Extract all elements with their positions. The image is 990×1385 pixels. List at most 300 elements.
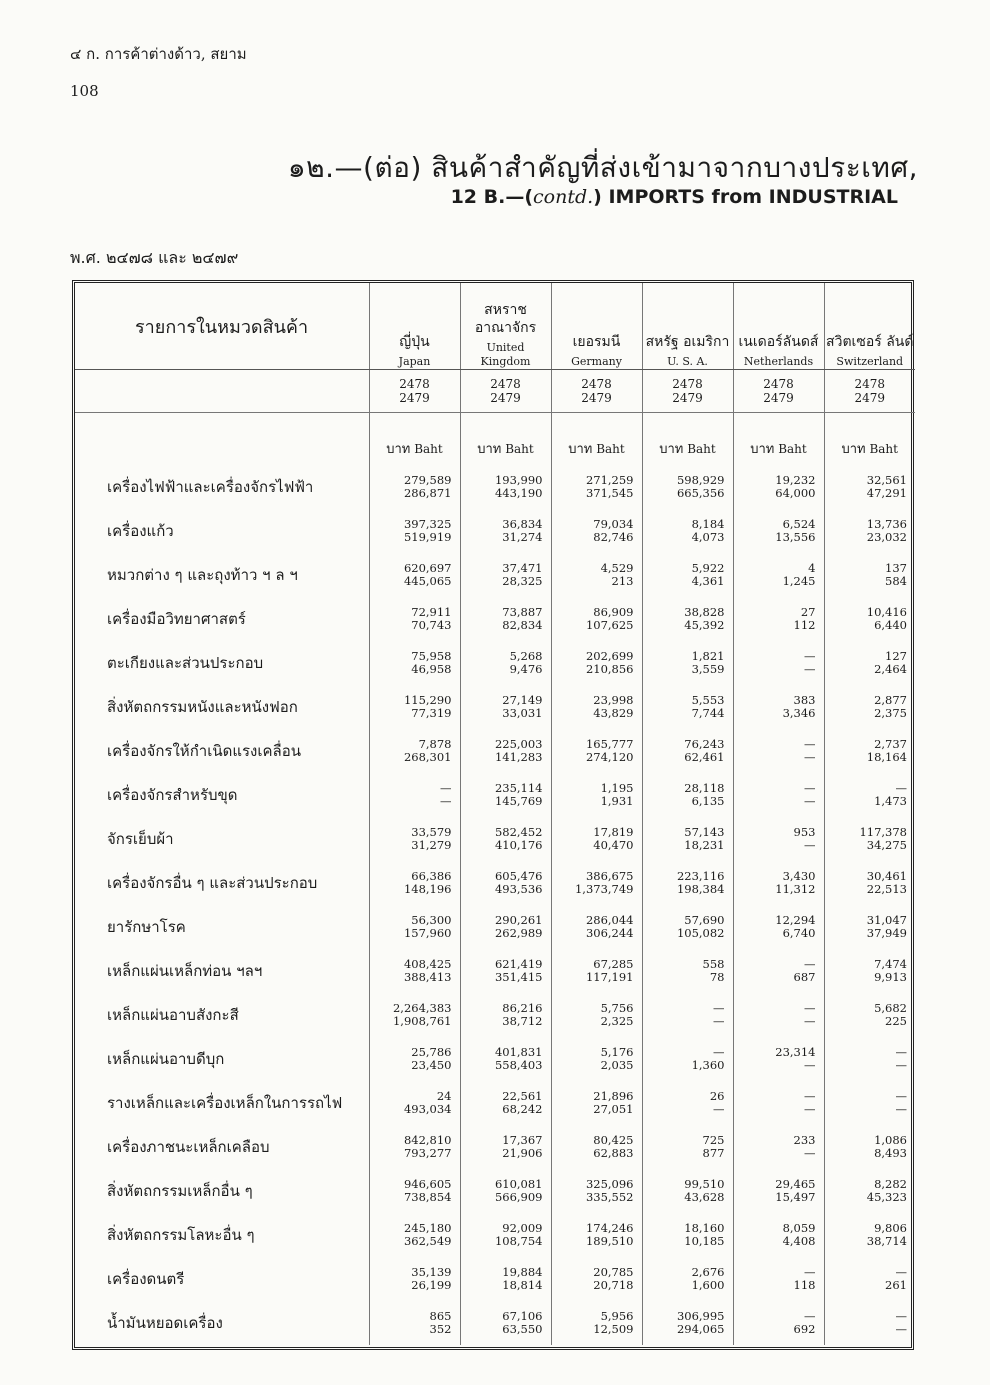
value-2479: 213 <box>611 574 634 588</box>
value-cell <box>369 993 460 1037</box>
value-2478: 202,699 <box>585 649 634 663</box>
value-2479: 7,744 <box>691 706 725 720</box>
country-header-switzerland: สวิตเซอร์ ลันด์ Switzerland <box>824 283 915 370</box>
value-2478: 99,510 <box>684 1177 725 1191</box>
value-cell <box>642 817 733 861</box>
value-2479: 27,051 <box>593 1102 634 1116</box>
header-row <box>75 283 915 370</box>
value-cell <box>824 729 915 773</box>
value-2478: 30,461 <box>866 869 907 883</box>
value-2478: 605,476 <box>494 869 543 883</box>
value-2478: 4 <box>808 561 816 575</box>
value-2478: 290,261 <box>494 913 543 927</box>
value-2479: 443,190 <box>494 486 543 500</box>
value-cell <box>824 1301 915 1345</box>
value-cell <box>733 773 824 817</box>
value-cell <box>369 861 460 905</box>
value-2478: 12,294 <box>775 913 816 927</box>
value-cell <box>460 1037 551 1081</box>
value-2478: 19,884 <box>502 1265 543 1279</box>
value-2479: 793,277 <box>403 1146 452 1160</box>
value-2478: 117,378 <box>859 825 907 839</box>
value-cell <box>824 1169 915 1213</box>
value-cell <box>551 905 642 949</box>
value-2478: 558 <box>702 957 725 971</box>
value-cell <box>551 1125 642 1169</box>
value-2479: 566,909 <box>494 1190 543 1204</box>
value-cell <box>642 1081 733 1125</box>
value-2479: 145,769 <box>494 794 543 808</box>
value-cell <box>642 685 733 729</box>
value-2479: 268,301 <box>403 750 452 764</box>
value-2478: — <box>804 781 816 795</box>
value-2479: 262,989 <box>494 926 543 940</box>
value-2478: 2,877 <box>874 693 907 707</box>
value-cell <box>733 1037 824 1081</box>
year-cell: 2478 2479 <box>824 370 915 413</box>
value-cell <box>642 1213 733 1257</box>
value-2478: — <box>895 781 907 795</box>
title-eng-prefix: 12 B.—( <box>450 186 534 208</box>
table-row <box>75 1213 915 1257</box>
value-cell <box>551 1213 642 1257</box>
value-cell <box>369 949 460 993</box>
value-cell <box>733 905 824 949</box>
item-label: เหล็กแผ่นอาบดีบุก <box>107 1050 225 1068</box>
unit-cell: บาท Baht <box>642 413 733 466</box>
value-2479: 3,559 <box>691 662 725 676</box>
value-2478: — <box>804 1309 816 1323</box>
value-cell <box>824 509 915 553</box>
value-2478: 2,737 <box>874 737 907 751</box>
value-2478: 127 <box>885 649 907 663</box>
value-2479: 362,549 <box>403 1234 452 1248</box>
item-label: หมวกต่าง ๆ และถุงท้าว ฯ ล ฯ <box>107 566 298 584</box>
value-2479: 351,415 <box>494 970 543 984</box>
unit-cell: บาท Baht <box>369 413 460 466</box>
value-2478: 19,232 <box>775 473 816 487</box>
value-cell <box>733 553 824 597</box>
value-2479: 692 <box>793 1322 816 1336</box>
value-cell <box>369 773 460 817</box>
value-cell <box>733 685 824 729</box>
table-row <box>75 465 915 509</box>
value-2478: 2,676 <box>691 1265 725 1279</box>
value-cell <box>642 1301 733 1345</box>
value-2479: 62,883 <box>593 1146 634 1160</box>
value-2479: 665,356 <box>676 486 725 500</box>
item-label: เครื่องจักรอื่น ๆ และส่วนประกอบ <box>107 874 318 892</box>
item-label: สิ่งหัตถกรรมโลหะอื่น ๆ <box>107 1226 255 1244</box>
value-cell <box>733 1169 824 1213</box>
value-2479: 62,461 <box>684 750 725 764</box>
value-cell <box>551 861 642 905</box>
value-2478: — <box>895 1309 907 1323</box>
unit-cell: บาท Baht <box>733 413 824 466</box>
table-row <box>75 773 915 817</box>
value-2479: 47,291 <box>866 486 907 500</box>
value-2478: 26 <box>709 1089 725 1103</box>
value-2479: 261 <box>885 1278 907 1292</box>
value-cell <box>733 597 824 641</box>
units-row <box>75 413 915 466</box>
value-2479: 558,403 <box>494 1058 543 1072</box>
value-2478: 28,118 <box>684 781 725 795</box>
value-2479: 198,384 <box>676 882 725 896</box>
value-2478: 80,425 <box>593 1133 634 1147</box>
table-row <box>75 597 915 641</box>
value-2479: 6,440 <box>874 618 907 632</box>
value-2478: — <box>895 1045 907 1059</box>
value-cell <box>733 949 824 993</box>
unit-cell: บาท Baht <box>551 413 642 466</box>
value-2478: 245,180 <box>403 1221 452 1235</box>
value-2478: 235,114 <box>494 781 543 795</box>
item-label: สิ่งหัตถกรรมหนังและหนังฟอก <box>107 698 298 716</box>
value-cell <box>824 553 915 597</box>
value-2479: 11,312 <box>775 882 816 896</box>
value-cell <box>824 773 915 817</box>
value-2479: — <box>804 750 816 764</box>
value-2478: 27 <box>800 605 816 619</box>
country-header-netherlands: เนเดอร์ลันดส์ Netherlands <box>733 283 824 370</box>
value-2479: 23,450 <box>411 1058 452 1072</box>
value-cell <box>824 905 915 949</box>
value-cell <box>824 1037 915 1081</box>
value-cell <box>733 1081 824 1125</box>
value-2479: 23,032 <box>866 530 907 544</box>
value-2479: 294,065 <box>676 1322 725 1336</box>
value-2478: 1,821 <box>691 649 725 663</box>
value-2479: 34,275 <box>866 838 907 852</box>
value-2479: — <box>804 1014 816 1028</box>
value-2478: 306,995 <box>676 1309 725 1323</box>
value-2479: 118 <box>793 1278 816 1292</box>
year-cell: 2478 2479 <box>460 370 551 413</box>
value-2478: 22,561 <box>502 1089 543 1103</box>
value-cell <box>460 1169 551 1213</box>
value-2479: 22,513 <box>866 882 907 896</box>
value-2478: 57,690 <box>684 913 725 927</box>
value-2479: 112 <box>793 618 816 632</box>
value-2478: — <box>804 649 816 663</box>
value-cell <box>460 949 551 993</box>
value-2479: 15,497 <box>775 1190 816 1204</box>
value-cell <box>369 1213 460 1257</box>
value-2479: 82,746 <box>593 530 634 544</box>
value-2479: 6,135 <box>691 794 725 808</box>
value-2478: — <box>804 1089 816 1103</box>
value-2478: 66,386 <box>411 869 452 883</box>
value-2478: 27,149 <box>502 693 543 707</box>
value-2478: 79,034 <box>593 517 634 531</box>
value-2478: — <box>804 957 816 971</box>
imports-table <box>75 283 915 1345</box>
value-cell <box>369 509 460 553</box>
value-2478: 23,998 <box>593 693 634 707</box>
value-2478: 233 <box>793 1133 816 1147</box>
value-2479: 43,628 <box>684 1190 725 1204</box>
value-cell <box>551 1081 642 1125</box>
title-thai: ๑๒.—(ต่อ) สินค้าสำคัญที่ส่งเข้ามาจากบางประเทศ, <box>287 151 918 184</box>
value-2479: 68,242 <box>502 1102 543 1116</box>
value-2479: 493,536 <box>494 882 543 896</box>
value-cell <box>460 861 551 905</box>
value-2479: 877 <box>702 1146 725 1160</box>
value-2478: 953 <box>793 825 816 839</box>
value-cell <box>460 1125 551 1169</box>
value-2478: 865 <box>429 1309 452 1323</box>
table-row <box>75 1037 915 1081</box>
value-2479: 18,164 <box>866 750 907 764</box>
table-row <box>75 861 915 905</box>
value-2478: 842,810 <box>403 1133 452 1147</box>
value-cell <box>551 509 642 553</box>
value-2478: 286,044 <box>585 913 634 927</box>
value-cell <box>460 1081 551 1125</box>
value-2479: 2,035 <box>600 1058 634 1072</box>
value-cell <box>551 773 642 817</box>
value-cell <box>460 817 551 861</box>
value-2478: 13,736 <box>866 517 907 531</box>
value-cell <box>369 1301 460 1345</box>
value-2478: — <box>895 1265 907 1279</box>
item-label: เหล็กแผ่นอาบสังกะสี <box>107 1006 239 1024</box>
value-cell <box>824 993 915 1037</box>
value-2478: 37,471 <box>502 561 543 575</box>
table-row <box>75 993 915 1037</box>
value-2479: 40,470 <box>593 838 634 852</box>
value-2479: 10,185 <box>684 1234 725 1248</box>
value-2478: 582,452 <box>494 825 543 839</box>
value-cell <box>551 729 642 773</box>
value-2478: 6,524 <box>782 517 816 531</box>
value-2479: 9,913 <box>874 970 907 984</box>
value-2478: 115,290 <box>403 693 452 707</box>
table-row <box>75 1169 915 1213</box>
value-2479: 410,176 <box>494 838 543 852</box>
value-2478: 4,529 <box>600 561 634 575</box>
item-label: เครื่องจักรสำหรับขุด <box>107 786 238 804</box>
value-cell <box>733 993 824 1037</box>
value-2479: 6,740 <box>782 926 816 940</box>
years-row <box>75 370 915 413</box>
value-cell <box>460 553 551 597</box>
value-2479: 8,493 <box>874 1146 907 1160</box>
value-2479: 45,323 <box>866 1190 907 1204</box>
item-label: เครื่องดนตรี <box>107 1270 185 1288</box>
value-cell <box>824 465 915 509</box>
value-2478: 38,828 <box>684 605 725 619</box>
value-2478: 32,561 <box>866 473 907 487</box>
value-2479: — <box>804 662 816 676</box>
value-2479: 2,464 <box>874 662 907 676</box>
value-2478: 946,605 <box>403 1177 452 1191</box>
value-cell <box>642 1037 733 1081</box>
value-2479: — <box>440 794 452 808</box>
value-2479: 148,196 <box>403 882 452 896</box>
value-2478: 20,785 <box>593 1265 634 1279</box>
value-2478: 7,878 <box>418 737 452 751</box>
value-2478: 1,086 <box>874 1133 907 1147</box>
value-2478: 174,246 <box>585 1221 634 1235</box>
value-2478: 383 <box>793 693 816 707</box>
title-eng-suffix: ) IMPORTS from INDUSTRIAL <box>593 186 898 208</box>
value-2479: 519,919 <box>403 530 452 544</box>
value-cell <box>824 1257 915 1301</box>
value-cell <box>642 949 733 993</box>
value-2479: 4,408 <box>782 1234 816 1248</box>
value-cell <box>551 465 642 509</box>
value-2479: 1,908,761 <box>392 1014 452 1028</box>
table-row <box>75 1257 915 1301</box>
value-2479: 4,073 <box>691 530 725 544</box>
value-2479: 335,552 <box>585 1190 634 1204</box>
year-cell: 2478 2479 <box>733 370 824 413</box>
value-2479: 189,510 <box>585 1234 634 1248</box>
country-header-germany: เยอรมนี Germany <box>551 283 642 370</box>
value-2478: 7,474 <box>874 957 907 971</box>
value-cell <box>733 1125 824 1169</box>
value-2478: 5,756 <box>600 1001 634 1015</box>
value-2478: 193,990 <box>494 473 543 487</box>
value-2479: 12,509 <box>593 1322 634 1336</box>
value-2479: — <box>804 1146 816 1160</box>
value-2479: 18,814 <box>502 1278 543 1292</box>
value-2479: 225 <box>885 1014 907 1028</box>
value-cell <box>460 1257 551 1301</box>
value-2479: — <box>713 1102 725 1116</box>
value-2478: 9,806 <box>874 1221 907 1235</box>
title-english <box>451 186 898 208</box>
value-2478: 18,160 <box>684 1221 725 1235</box>
value-2479: 306,244 <box>585 926 634 940</box>
page-number: 108 <box>70 82 99 100</box>
value-cell <box>551 553 642 597</box>
value-2478: 401,831 <box>494 1045 543 1059</box>
value-2479: 687 <box>793 970 816 984</box>
value-2479: 1,373,749 <box>574 882 634 896</box>
table-row <box>75 1301 915 1345</box>
value-2479: 77,319 <box>411 706 452 720</box>
value-cell <box>551 1169 642 1213</box>
value-2479: 286,871 <box>403 486 452 500</box>
value-2478: 86,909 <box>593 605 634 619</box>
value-cell <box>642 641 733 685</box>
value-2478: 279,589 <box>403 473 452 487</box>
value-2479: 20,718 <box>593 1278 634 1292</box>
value-cell <box>369 641 460 685</box>
value-2479: 38,712 <box>502 1014 543 1028</box>
table-row <box>75 685 915 729</box>
header-label: รายการในหมวดสินค้า <box>75 283 369 370</box>
value-2478: 5,553 <box>691 693 725 707</box>
value-cell <box>642 597 733 641</box>
value-cell <box>642 553 733 597</box>
value-cell <box>551 817 642 861</box>
value-cell <box>369 1081 460 1125</box>
value-2478: 29,465 <box>775 1177 816 1191</box>
value-cell <box>642 509 733 553</box>
value-2479: 37,949 <box>866 926 907 940</box>
value-2478: 5,922 <box>691 561 725 575</box>
value-cell <box>642 905 733 949</box>
value-2479: 352 <box>429 1322 452 1336</box>
value-2478: 67,285 <box>593 957 634 971</box>
value-cell <box>733 1301 824 1345</box>
value-2478: 10,416 <box>866 605 907 619</box>
value-2478: 5,176 <box>600 1045 634 1059</box>
value-2478: 76,243 <box>684 737 725 751</box>
value-cell <box>460 1213 551 1257</box>
value-2479: — <box>804 838 816 852</box>
table-row <box>75 729 915 773</box>
value-cell <box>642 1169 733 1213</box>
value-cell <box>824 1125 915 1169</box>
value-cell <box>551 685 642 729</box>
value-2478: — <box>440 781 452 795</box>
value-cell <box>551 949 642 993</box>
value-cell <box>460 597 551 641</box>
value-2478: — <box>713 1001 725 1015</box>
year-cell: 2478 2479 <box>642 370 733 413</box>
value-2479: 584 <box>885 574 907 588</box>
value-2478: 56,300 <box>411 913 452 927</box>
value-2479: 1,473 <box>874 794 907 808</box>
value-2478: 386,675 <box>585 869 634 883</box>
value-2478: 598,929 <box>676 473 725 487</box>
value-cell <box>460 773 551 817</box>
value-cell <box>369 729 460 773</box>
value-2478: 621,419 <box>494 957 543 971</box>
value-cell <box>733 729 824 773</box>
table-row <box>75 905 915 949</box>
value-2479: 33,031 <box>502 706 543 720</box>
value-2478: 21,896 <box>593 1089 634 1103</box>
country-header-usa: สหรัฐ อเมริกา U. S. A. <box>642 283 733 370</box>
value-cell <box>369 1257 460 1301</box>
value-2479: 38,714 <box>866 1234 907 1248</box>
value-2479: — <box>804 1102 816 1116</box>
value-2478: 2,264,383 <box>392 1001 452 1015</box>
value-2479: 43,829 <box>593 706 634 720</box>
value-2478: 67,106 <box>502 1309 543 1323</box>
value-2478: 23,314 <box>775 1045 816 1059</box>
value-2479: 31,274 <box>502 530 543 544</box>
value-cell <box>369 1037 460 1081</box>
running-head: ๔ ก. การค้าต่างด้าว, สยาม <box>70 45 247 63</box>
value-cell <box>551 597 642 641</box>
value-2478: 75,958 <box>411 649 452 663</box>
value-2478: 17,367 <box>502 1133 543 1147</box>
value-2478: 24 <box>436 1089 452 1103</box>
value-2478: 610,081 <box>494 1177 543 1191</box>
value-cell <box>460 685 551 729</box>
value-2479: 3,346 <box>782 706 816 720</box>
value-2479: 1,931 <box>600 794 634 808</box>
value-2479: 45,392 <box>684 618 725 632</box>
value-cell <box>369 597 460 641</box>
value-2479: 64,000 <box>775 486 816 500</box>
value-2478: 397,325 <box>403 517 452 531</box>
value-cell <box>824 861 915 905</box>
title-eng-italic: contd. <box>533 186 594 208</box>
value-cell <box>824 597 915 641</box>
value-2478: 8,184 <box>691 517 725 531</box>
value-2478: 5,956 <box>600 1309 634 1323</box>
value-cell <box>642 465 733 509</box>
value-cell <box>642 993 733 1037</box>
